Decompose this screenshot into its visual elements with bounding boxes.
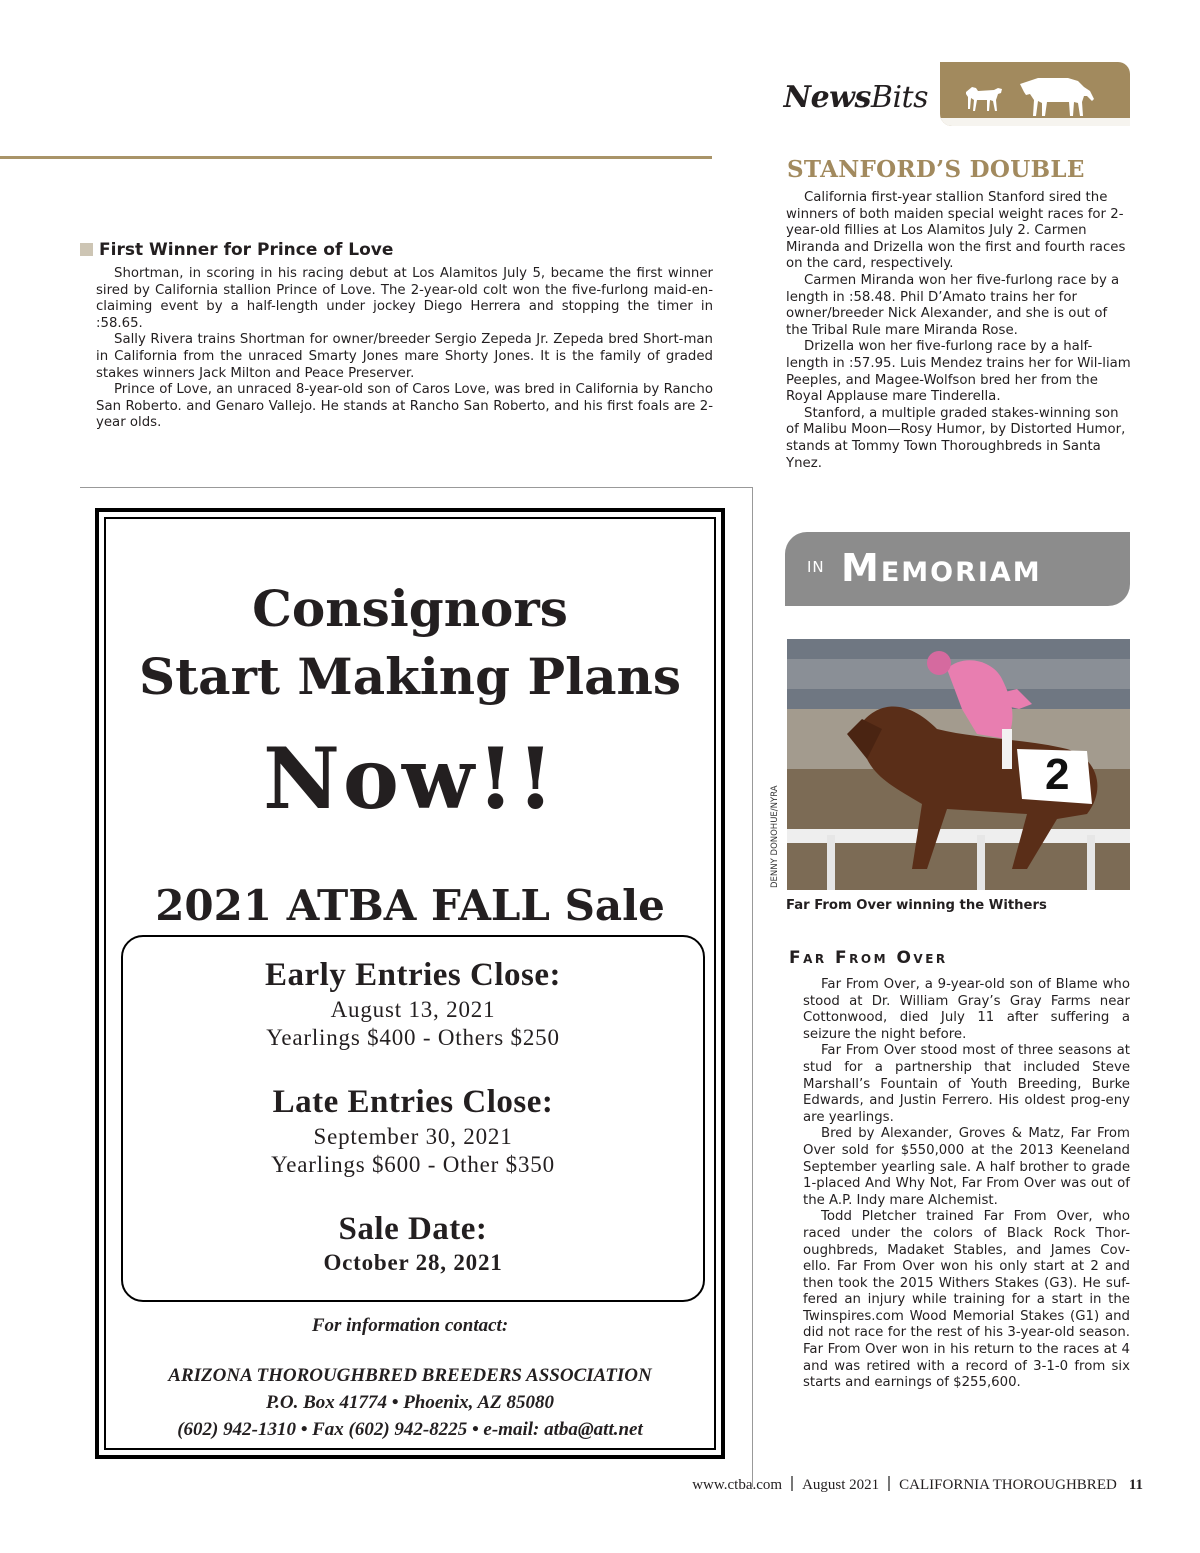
section-rule	[0, 156, 712, 159]
footer-url[interactable]: www.ctba.com	[692, 1477, 783, 1493]
paragraph: Sally Rivera trains Shortman for owner/breeder Sergio Zepeda Jr. Zepeda bred Short-man in California from the unraced Smarty Jones mare Shorty Jones. It is the family of graded stakes winners Jack Milton and Peace Preserver.	[96, 332, 713, 381]
early-entries-heading: Early Entries Close:	[265, 957, 561, 993]
horses-icon	[940, 62, 1130, 126]
section-title: NewsBits	[783, 80, 928, 115]
footer-issue: August 2021	[802, 1477, 880, 1493]
divider	[80, 487, 752, 488]
paragraph: Far From Over, a 9-year-old son of Blame who stood at Dr. William Gray’s Gray Farms near Cottonwood, died July 11 after suffering a seizure the night before.	[803, 977, 1130, 1042]
sale-date: October 28, 2021	[323, 1250, 503, 1275]
late-entries-date: September 30, 2021	[313, 1124, 513, 1149]
divider	[752, 487, 753, 1487]
late-entries-fees: Yearlings $600 - Other $350	[271, 1152, 555, 1177]
late-entries-heading: Late Entries Close:	[272, 1084, 554, 1120]
entries-box	[121, 935, 705, 1302]
contact-org: ARIZONA THOROUGHBRED BREEDERS ASSOCIATION	[168, 1365, 652, 1386]
race-photo	[787, 639, 1130, 890]
paragraph: Stanford, a multiple graded stakes-winning son of Malibu Moon—Rosy Humor, by Distorted Humor, stands at Tommy Town Thoroughbreds in Santa Ynez.	[786, 405, 1126, 471]
article-title: Far From Over	[789, 948, 948, 968]
ad-headline: Start Making Plans	[138, 647, 682, 706]
contact-phone: (602) 942-1310 • Fax (602) 942-8225 • e-mail: atba@att.net	[177, 1419, 643, 1440]
paragraph: Prince of Love, an unraced 8-year-old son of Caros Love, was bred in California by Rancho San Roberto. and Genaro Vallejo. He stands at Rancho San Roberto, and his first foals are 2-year olds.	[96, 382, 713, 431]
saddle-number: 2	[1045, 750, 1070, 799]
article-body	[786, 190, 1131, 472]
contact-address: P.O. Box 41774 • Phoenix, AZ 85080	[266, 1392, 554, 1413]
paragraph: Far From Over stood most of three seasons at stud for a partnership that included Steve Marshall’s Fountain of Youth Breeding, Burke Edwards, and Justin Ferrero. His oldest prog-eny are yearlings.	[803, 1043, 1130, 1125]
photo-caption: Far From Over winning the Withers	[786, 898, 1047, 913]
early-entries-fees: Yearlings $400 - Others $250	[266, 1025, 560, 1050]
paragraph: Bred by Alexander, Groves & Matz, Far From Over sold for $550,000 at the 2013 Keeneland September yearling sale. A half brother to grade 1-placed And Why Not, Far From Over was out of the A.P. Indy mare Alchemist.	[803, 1126, 1130, 1208]
paragraph: Drizella won her five-furlong race by a half-length in :57.95. Luis Mendez trains her for Wil-liam Peeples, and Magee-Wolfson bred her from the Royal Applause mare Tinderella.	[786, 339, 1131, 405]
early-entries-date: August 13, 2021	[330, 997, 496, 1022]
contact-heading: For information contact:	[311, 1315, 509, 1336]
ad-sale-title: 2021 ATBA FALL Sale	[155, 881, 665, 930]
advertisement	[95, 508, 725, 1459]
banner-prefix: IN	[807, 558, 825, 576]
sale-date-heading: Sale Date:	[338, 1211, 488, 1247]
ad-inner-frame	[104, 517, 716, 1450]
paragraph: California first-year stallion Stanford sired the winners of both maiden special weight races for 2-year-old fillies at Los Alamitos July 2. Carmen Miranda and Drizella won the first and fourth races on the card, respectively.	[786, 190, 1126, 272]
article-body	[96, 266, 713, 432]
page-number: 11	[1128, 1477, 1143, 1493]
article-body	[803, 977, 1130, 1392]
page-footer	[692, 1476, 1143, 1494]
ad-headline-now: Now!!	[263, 729, 557, 828]
paragraph: Todd Pletcher trained Far From Over, who raced under the colors of Black Rock Thor-oughbreds, Madaket Stables, and James Cov-ello. Far From Over won his only start at 2 and then took the 2015 Withers Stakes (G3). He suf-fered an injury while training for a start in the Twinspires.com Wood Memorial Stakes (G1) and did not race for the rest of his 3-year-old season. Far From Over won in his return to the races at 4 and was retired with a record of 3-1-0 from six starts and earnings of $255,600.	[803, 1209, 1130, 1391]
photo-credit: DENNY DONOHUE/NYRA	[770, 785, 780, 888]
ad-headline: Consignors	[252, 579, 568, 638]
footer-magazine: CALIFORNIA THOROUGHBRED	[899, 1477, 1117, 1493]
article-title: STANFORD’S DOUBLE	[787, 156, 1085, 183]
article-title: First Winner for Prince of Love	[80, 240, 393, 260]
paragraph: Carmen Miranda won her five-furlong race by a length in :58.48. Phil D’Amato trains her for owner/breeder Nick Alexander, and she is out of the Tribal Rule mare Miranda Rose.	[786, 272, 1120, 338]
memoriam-banner	[785, 532, 1130, 606]
banner-title: Memoriam	[841, 546, 1042, 590]
paragraph: Shortman, in scoring in his racing debut at Los Alamitos July 5, became the first winner sired by California stallion Prince of Love. The 2-year-old colt won the five-furlong maid-en-claiming event by a half-length under jockey Diego Herrera and stopping the timer in :58.65.	[96, 266, 713, 331]
